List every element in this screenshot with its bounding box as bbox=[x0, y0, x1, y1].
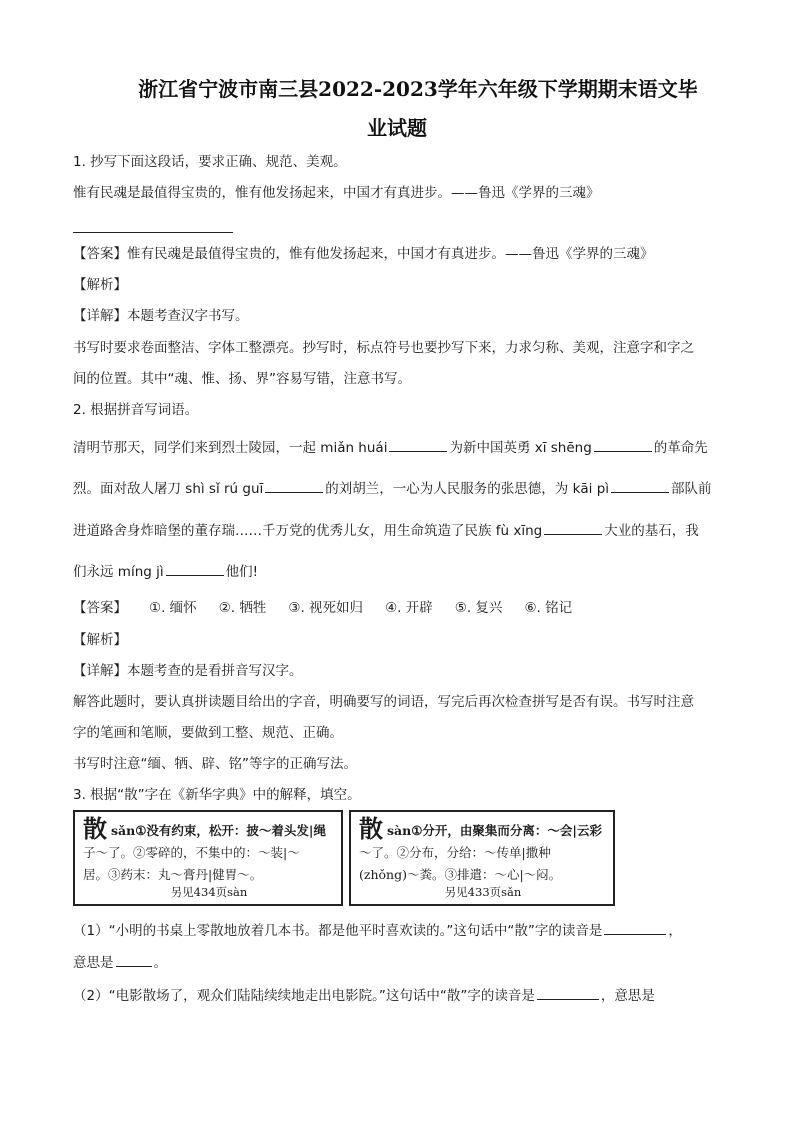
detail-tag: 【详解】 bbox=[73, 308, 127, 324]
fill-blank[interactable] bbox=[116, 952, 152, 967]
q2-text: 部队前 bbox=[671, 481, 712, 497]
q2-detail bbox=[73, 661, 733, 681]
dict-head-char: 散 bbox=[359, 814, 383, 843]
fill-blank[interactable] bbox=[544, 520, 602, 535]
dict-line: (zhǒng)～粪。③排遣：～心|～闷。 bbox=[359, 867, 562, 882]
fill-blank[interactable] bbox=[265, 478, 323, 493]
q1-quote: 惟有民魂是最值得宝贵的，惟有他发扬起来，中国才有真进步。——鲁迅《学界的三魂》 bbox=[73, 185, 600, 201]
dict-line bbox=[83, 814, 335, 843]
document-title-line-1: 浙江省宁波市南三县2022-2023学年六年级下学期期末语文毕 bbox=[138, 77, 698, 101]
q2-text: 他们! bbox=[225, 564, 259, 580]
q3-sub-1 bbox=[73, 920, 733, 941]
dict-line: 子～了。②零碎的，不集中的：～装|～ bbox=[83, 845, 300, 860]
detail-text: 本题考查汉字书写。 bbox=[127, 308, 249, 324]
dict-see-also: 另见434页sàn bbox=[170, 885, 248, 899]
q3-prompt: 3. 根据“散”字在《新华字典》中的解释，填空。 bbox=[73, 787, 361, 803]
q3-text: ， bbox=[668, 923, 682, 939]
dict-text: sàn①分开，由聚集而分离：～会|云彩 bbox=[387, 823, 602, 838]
q2-line-1 bbox=[73, 437, 733, 458]
q3-text: （2）“电影散场了，观众们陆陆续续地走出电影院。”这句话中“散”字的读音是 bbox=[73, 988, 535, 1004]
detail-tag: 【详解】 bbox=[73, 663, 127, 679]
q2-explain-3: 书写时注意“缅、牺、辟、铭”等字的正确写法。 bbox=[73, 756, 357, 772]
dict-text: sǎn①没有约束，松开：披～着头发|绳 bbox=[111, 823, 326, 838]
fill-blank[interactable] bbox=[604, 920, 666, 935]
q2-text: 们永远 míng jì bbox=[73, 564, 164, 580]
q2-text: 烈。面对敌人屠刀 shì sǐ rú guī bbox=[73, 481, 264, 497]
fill-blank[interactable] bbox=[389, 437, 447, 452]
q2-prompt: 2. 根据拼音写词语。 bbox=[73, 402, 199, 418]
dict-line: 居。③药末：丸～膏丹|健胃～。 bbox=[83, 867, 263, 882]
answer-item: ①. 缅怀 bbox=[149, 600, 197, 616]
q1-answer bbox=[73, 244, 733, 264]
answer-tag: 【答案】 bbox=[73, 246, 127, 262]
q1-explain-2: 间的位置。其中“魂、惟、扬、界”容易写错，注意书写。 bbox=[73, 371, 411, 387]
q2-text: 进道路舍身炸暗堡的董存瑞……千万党的优秀儿女，用生命筑造了民族 fù xīng bbox=[73, 523, 543, 539]
dict-head-char: 散 bbox=[83, 814, 107, 843]
q2-explain-1: 解答此题时，要认真拼读题目给出的字音，明确要写的词语，写完后再次检查拼写是否有误。书写时注意 bbox=[73, 694, 694, 710]
dictionary-entry-san3 bbox=[73, 810, 343, 906]
answer-item: ②. 牺牲 bbox=[218, 600, 267, 616]
q3-text: 意思是 bbox=[73, 955, 114, 971]
q2-answer bbox=[73, 598, 733, 618]
q3-text: （1）“小明的书桌上零散地放着几本书。都是他平时喜欢读的。”这句话中“散”字的读音是 bbox=[73, 923, 603, 939]
q2-text: 大业的基石，我 bbox=[604, 523, 699, 539]
q1-prompt: 1. 抄写下面这段话，要求正确、规范、美观。 bbox=[73, 154, 347, 170]
q2-line-3 bbox=[73, 520, 733, 541]
q2-line-4 bbox=[73, 561, 733, 582]
fill-blank[interactable] bbox=[537, 985, 599, 1000]
document-title-line-2: 业试题 bbox=[367, 116, 427, 140]
dictionary-entry-san4 bbox=[349, 810, 615, 906]
answer-item: ③. 视死如归 bbox=[288, 600, 364, 616]
q3-sub-1-cont bbox=[73, 952, 733, 973]
q2-text: 清明节那天，同学们来到烈士陵园，一起 miǎn huái bbox=[73, 440, 388, 456]
fill-blank[interactable] bbox=[611, 478, 669, 493]
dict-see-also: 另见433页sǎn bbox=[444, 885, 522, 899]
q1-detail bbox=[73, 306, 733, 326]
q1-explain-1: 书写时要求卷面整洁、字体工整漂亮。抄写时，标点符号也要抄写下来，力求匀称、美观，注意字和字之 bbox=[73, 340, 694, 356]
q1-answer-line bbox=[73, 232, 233, 233]
detail-text: 本题考查的是看拼音写汉字。 bbox=[127, 663, 303, 679]
answer-item: ⑤. 复兴 bbox=[454, 600, 503, 616]
fill-blank[interactable] bbox=[594, 437, 652, 452]
q2-line-2 bbox=[73, 478, 733, 499]
answer-text: 惟有民魂是最值得宝贵的，惟有他发扬起来，中国才有真进步。——鲁迅《学界的三魂》 bbox=[127, 246, 654, 262]
q2-text: 的革命先 bbox=[653, 440, 708, 456]
q2-analysis-tag: 【解析】 bbox=[73, 632, 127, 648]
fill-blank[interactable] bbox=[166, 561, 224, 576]
q2-text: 为新中国英勇 xī shēng bbox=[449, 440, 592, 456]
answer-item: ④. 开辟 bbox=[385, 600, 433, 616]
q1-analysis-tag: 【解析】 bbox=[73, 277, 127, 293]
dict-line: ～了。②分布，分给：～传单|撒种 bbox=[359, 845, 551, 860]
q2-explain-2: 字的笔画和笔顺，要做到工整、规范、正确。 bbox=[73, 725, 343, 741]
q3-text: 。 bbox=[153, 955, 167, 971]
q3-text: ，意思是 bbox=[600, 988, 655, 1004]
answer-tag: 【答案】 bbox=[73, 600, 127, 616]
q2-text: 的刘胡兰，一心为人民服务的张思德，为 kāi pì bbox=[325, 481, 610, 497]
q3-sub-2 bbox=[73, 985, 733, 1006]
answer-item: ⑥. 铭记 bbox=[524, 600, 573, 616]
dict-line bbox=[359, 814, 607, 843]
